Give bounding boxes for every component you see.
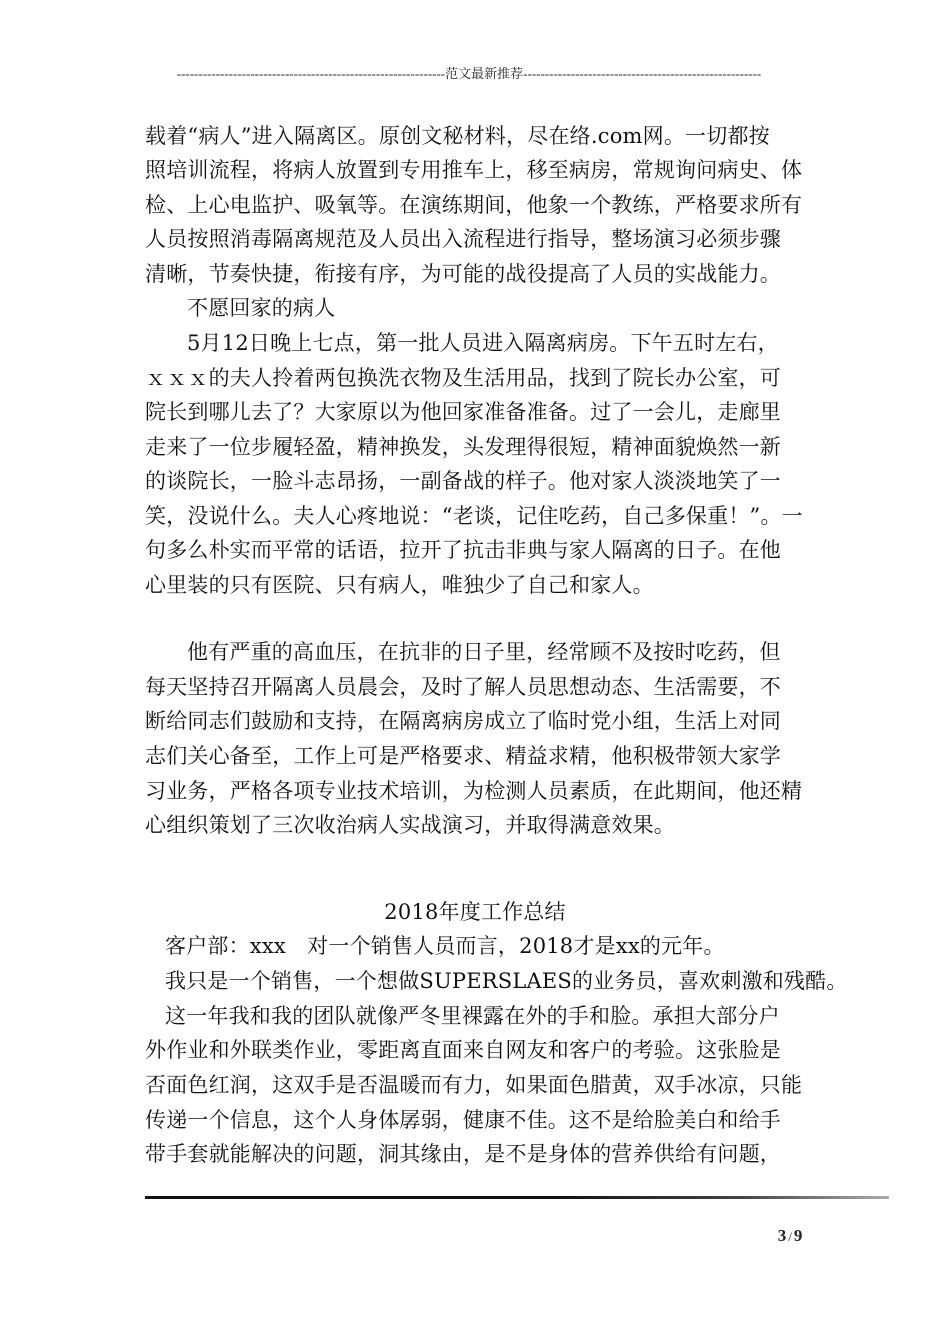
text-line: 的谈院长，一脸斗志昂扬，一副备战的样子。他对家人淡淡地笑了一: [145, 469, 781, 493]
text-line: 习业务，严格各项专业技术培训，为检测人员素质，在此期间，他还精: [145, 779, 803, 803]
text-line: 传递一个信息，这个人身体孱弱，健康不佳。这不是给脸美白和给手: [145, 1108, 781, 1132]
text-line: 外作业和外联类作业，零距离直面来自网友和客户的考验。这张脸是: [145, 1038, 781, 1062]
text-line: 我只是一个销售，一个想做SUPERSLAES的业务员，喜欢刺激和残酷。: [165, 969, 848, 993]
text-line: 人员按照消毒隔离规范及人员出入流程进行指导，整场演习必须步骤: [145, 227, 781, 251]
text-line: 这一年我和我的团队就像严冬里裸露在外的手和脸。承担大部分户: [165, 1004, 780, 1028]
text-line: 载着“病人”进入隔离区。原创文秘材料，尽在络.com网。一切都按: [145, 124, 770, 148]
text-line: 他有严重的高血压，在抗非的日子里，经常顾不及按时吃药，但: [187, 640, 781, 664]
footer-rule: [145, 1196, 889, 1199]
header-dashes-right: -------------------------------------------------------: [523, 66, 762, 81]
text-line: 否面色红润，这双手是否温暖而有力，如果面色腊黄，双手冰凉，只能: [145, 1073, 803, 1097]
text-line: 断给同志们鼓励和支持，在隔离病房成立了临时党小组，生活上对同: [145, 709, 781, 733]
text-line: 5月12日晚上七点，第一批人员进入隔离病房。下午五时左右，: [187, 331, 779, 355]
page-total: 9: [793, 1226, 803, 1245]
page-current: 3: [777, 1226, 787, 1245]
text-line: 心组织策划了三次收治病人实战演习，并取得满意效果。: [145, 813, 675, 837]
text-line: 笑，没说什么。夫人心疼地说：“老谈，记住吃药，自己多保重！”。一: [145, 504, 803, 528]
header-dashes-left: --------------------------------------------------------------: [176, 66, 446, 81]
document-title: 2018年度工作总结: [384, 900, 566, 924]
page-separator: /: [788, 1229, 792, 1244]
text-line: 每天坚持召开隔离人员晨会，及时了解人员思想动态、生活需要，不: [145, 675, 781, 699]
text-line: 志们关心备至，工作上可是严格要求、精益求精，他积极带领大家学: [145, 744, 781, 768]
text-line: 院长到哪儿去了？大家原以为他回家准备准备。过了一会儿，走廊里: [145, 400, 781, 424]
header-title: 范文最新推荐: [445, 66, 524, 81]
page-number: [760, 1226, 820, 1246]
text-line: ｘｘｘ的夫人拎着两包换洗衣物及生活用品，找到了院长办公室，可: [145, 366, 781, 390]
section-heading: 不愿回家的病人: [187, 296, 336, 320]
text-line: 走来了一位步履轻盈，精神换发，头发理得很短，精神面貌焕然一新: [145, 435, 781, 459]
text-line: 清晰，节奏快捷，衔接有序，为可能的战役提高了人员的实战能力。: [145, 262, 781, 286]
text-line: 句多么朴实而平常的话语，拉开了抗击非典与家人隔离的日子。在他: [145, 538, 781, 562]
page-header: [145, 64, 793, 84]
text-line: 带手套就能解决的问题，洞其缘由，是不是身体的营养供给有问题，: [145, 1142, 781, 1166]
text-line: 照培训流程，将病人放置到专用推车上，移至病房，常规询问病史、体: [145, 158, 803, 182]
text-line: 心里装的只有医院、只有病人，唯独少了自己和家人。: [145, 573, 654, 597]
text-line: 检、上心电监护、吸氧等。在演练期间，他象一个教练，严格要求所有: [145, 193, 803, 217]
text-line: 客户部：xxx 对一个销售人员而言，2018才是xx的元年。: [165, 934, 725, 958]
